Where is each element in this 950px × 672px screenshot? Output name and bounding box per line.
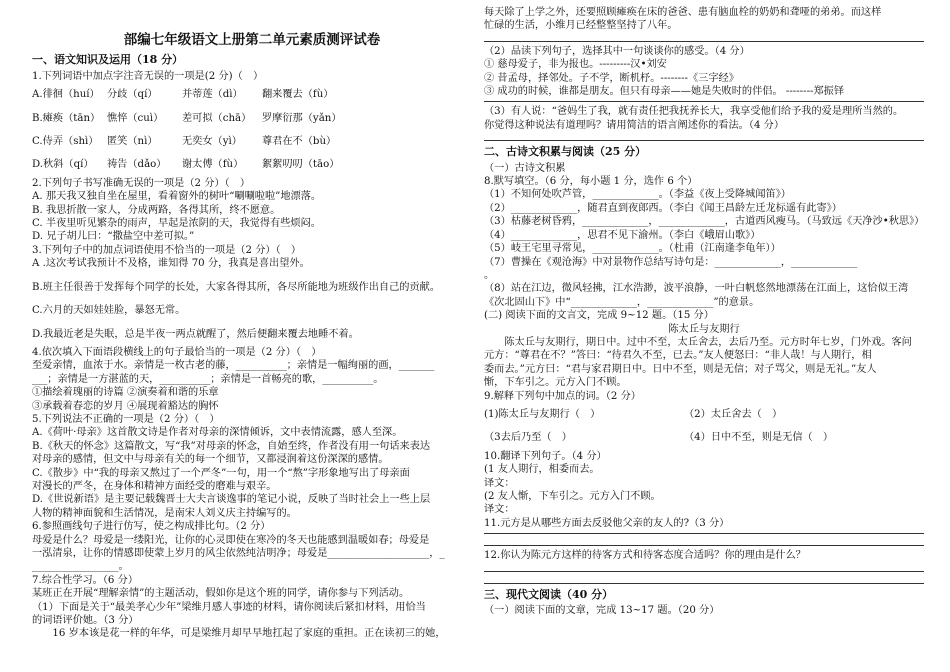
text-line: （3）枯藤老树昏鸦，_____________，_____________，古道西风瘦马。（马致远《天净沙•秋思》）: [484, 216, 924, 228]
text-line: 陈太丘与友期行，期日中。过中不至，太丘舍去，去后乃至。元方时年七岁，门外戏。客问: [484, 336, 912, 348]
question-3-option-a: A .这次考试我预计不及格，谁知得 70 分，我真是喜出望外。: [32, 258, 310, 270]
question-3: 3.下列句子中的加点词语使用不恰当的一项是（2 分）（ ）: [32, 244, 302, 256]
question-2-option-c: C. 半夜里听见繁杂的雨声，早起是浓阴的天，我觉得有些烦闷。: [32, 218, 321, 230]
text-line: 的词语评价她。（3 分）: [32, 615, 139, 627]
answer-line[interactable]: [484, 533, 924, 534]
left-column: [32, 14, 472, 641]
text-line: 元方：“尊君在不？”答曰：“待君久不至，已去。”友人便怒曰：“非人哉！与人期行，相: [484, 350, 872, 362]
question-12: 12.你认为陈元方这样的待客方式和待客态度合适吗？你的理由是什么？: [484, 550, 806, 562]
passage-title: 陈太丘与友期行: [668, 323, 740, 335]
section-2-heading: 二、古诗文积累与阅读（25 分）: [484, 145, 647, 159]
classical-passage: [484, 336, 924, 403]
question-1-options: [32, 88, 472, 172]
text-line: ___；亲情是一方湛蓝的天，__________；亲情是一首畅亮的歌，__________。: [32, 373, 384, 385]
text-line: 惭，下车引之。元方入门不顾。: [484, 377, 627, 389]
question-2-option-b: B. 我思折散一家人，分成两路，各得其所，终不愿意。: [32, 204, 281, 216]
text-line: A.《荷叶·母亲》这首散文诗是作者对母亲的深情倾诉，文中表情流露，感人至深。: [32, 427, 403, 439]
text-line: （8）站在江边，微风轻拂，江水浩渺，波平浪静，一叶白帆悠然地漂荡在江面上，这恰似王湾: [484, 283, 909, 295]
text-line: 5.下列说法不正确的一项是（2 分）（ ）: [32, 413, 220, 425]
section-3-heading: 三、现代文阅读（40 分）: [484, 587, 614, 601]
text-line: ③承载着春恋的岁月 ④展现着豁达的胸怀: [32, 400, 219, 412]
text-line: 忙碌的生活，小维月已经整整坚持了八年。: [484, 20, 678, 32]
quote-1: ① 慈母爱子，非为报也。---------汉•刘安: [484, 59, 667, 71]
text-line: 委而去。”元方曰：“君与家君期日中。日中不至，则是无信；对子骂父，则是无礼。”友人: [484, 363, 877, 375]
text-line: 一泓清泉，让你的情感即使蒙上岁月的风尘依然纯洁明净；母爱是____________________，_: [32, 548, 445, 559]
text-line: 《次北固山下》中“_____________，_____________”的意景。: [484, 296, 760, 308]
text-line: 4.依次填入下面语段横线上的句子最恰当的一项是（2 分）（ ）: [32, 346, 322, 358]
sentence-1: (1 友人期行，相委而去。: [484, 464, 600, 476]
question-9-row: (1)陈太丘与友期行（ ） （2）太丘舍去（ ）: [484, 408, 783, 420]
text-line: 。: [484, 269, 495, 281]
question-3-option-c: C.六月的天如娃娃脸，暴怒无常。: [32, 305, 186, 317]
question-7-3-cont: 你觉得这种说法有道理吗？请用简洁的语言阐述你的看法。（4 分）: [484, 119, 785, 131]
question-2-option-d: D. 兄子胡儿曰：“撒盐空中差可拟。”: [32, 231, 195, 243]
text-line: 16 岁本该是花一样的年华，可是梁维月却早早地扛起了家庭的重担。正在读初三的她，: [32, 628, 446, 640]
question-10-11: [484, 450, 924, 530]
quote-3: ③ 成功的时候，谁都是朋友。但只有母亲——她是失败时的伴侣。 --------郑振铎: [484, 86, 845, 98]
text-line: 某班正在开展“理解亲情”的主题活动，假如你是这个班的同学，请你参与下列活动。: [32, 588, 410, 600]
question-2-line: 2.下列句子书写准确无误的一项是（2 分）（ ）: [32, 177, 251, 189]
question-3-option-b: B.班主任很善于发挥每个同学的长处，大家各得其所，各尽所能地为班级作出自己的贡献。: [32, 281, 441, 293]
question-11: 11.元方是从哪些方面去反驳他父亲的友人的?（3 分）: [484, 517, 730, 529]
answer-line[interactable]: [484, 140, 924, 141]
translation-label: 译文：: [484, 504, 515, 516]
right-column: [484, 6, 924, 617]
text-line: 6.参照画线句子进行仿写，使之构成排比句。（2 分）: [32, 521, 271, 533]
text-line: C.《散步》中“我的母亲又熬过了一个严冬”一句，用一个“熬”字形象地写出了母亲面: [32, 467, 410, 479]
answer-line[interactable]: [484, 41, 924, 42]
text-line: （5）岐王宅里寻常见，_____________。（杜甫（江南逢李龟年））: [484, 243, 781, 255]
question-10: 10.翻译下列句子。（4 分）: [484, 450, 607, 462]
answer-line[interactable]: [484, 101, 924, 102]
question-7-3: （3）有人说：“爸妈生了我，就有责任把我抚养长大，我享受他们给予我的爱是理所当然的。: [484, 106, 904, 118]
text-line: 对母亲的感情，但文中与母亲有关的每一个细节，又都浸润着这份深深的感情。: [32, 454, 389, 466]
text-line: （1）不知何处吹芦管，_____________。（李益《夜上受降城闻笛》）: [484, 189, 791, 201]
quote-2: ② 昔孟母，择邻处。子不学，断机杼。--------《三字经》: [484, 72, 739, 84]
text-line: D.《世说新语》是主要记载魏晋士大夫言谈逸事的笔记小说，反映了当时社会上一些上层: [32, 494, 431, 506]
text-line: 每天除了上学之外，还要照顾瘫痪在床的爸爸、患有脑血栓的奶奶和聋哑的弟弟。而这样: [484, 7, 882, 18]
text-line: 至爱亲情，血浓于水。亲情是一枚古老的藤，__________；亲情是一幅绚丽的画，_______: [32, 360, 435, 372]
text-line: （7）曹操在《观沧海》中对景物作总结写诗句是：_____________，_____________: [484, 256, 858, 268]
question-8: [484, 162, 924, 323]
answer-line[interactable]: [484, 571, 924, 572]
question-3-option-d: D.我最近老是失眠，总是半夜一两点就醒了，然后便翻来覆去地睡不着。: [32, 328, 359, 340]
questions-4-to-7: [32, 346, 472, 641]
option-row: B.瘫痪（tān） 憔悴（cuì） 差可拟（chā） 罗摩衍那（yǎn）: [32, 112, 342, 124]
text-line: （2）_____________，随君直到夜郎西。（李白《闻王昌龄左迁龙标遥有此寄》）: [484, 202, 842, 214]
text-line: （1）下面是关于“最美孝心少年”梁维月感人事迹的材料，请你阅读后紧扣材料，用恰当: [32, 601, 426, 613]
question-13: （一）阅读下面的文章，完成 13~17 题。（20 分）: [484, 605, 720, 617]
question-2-option-a: A. 那天我又独自坐在屋里，看着窗外的树叶“唰唰啦啦”地漂落。: [32, 191, 322, 203]
exam-title: 部编七年级语文上册第二单元素质测评试卷: [123, 32, 381, 48]
option-row: A.徘徊（huí） 分歧（qí） 并蒂莲（dì） 翻来覆去（fù）: [32, 89, 334, 101]
text-line: (二) 阅读下面的文言文，完成 9~12 题。（15 分）: [484, 310, 714, 322]
answer-line[interactable]: [484, 545, 924, 546]
text-line: ①描绘着瑰丽的诗篇 ②演奏着和谐的乐章: [32, 387, 219, 399]
text-line: 母爱是什么？母爱是一缕阳光，让你的心灵即使在寒冷的冬天也能感到温暖如春；母爱是: [32, 534, 430, 546]
text-line: （一）古诗文积累: [484, 162, 566, 174]
option-row: D.秋斜（qí） 祷告（dǎo） 谢太傅（fù） 絮絮叨叨（tāo）: [32, 159, 340, 171]
text-line: 对漫长的严冬，在身体和精神方面经受的磨难与艰辛。: [32, 480, 277, 492]
text-line: （4）_____________，思君不见下渝州。（李白《峨眉山歌》）: [484, 229, 761, 241]
text-line: 8.默写填空。（6 分，每小题 1 分，选作 6 个）: [484, 176, 698, 188]
option-row: C.侍弄（shì） 匿笑（nì） 无奕女（yì） 尊君在不（bù）: [32, 136, 337, 148]
text-line: _________________。: [32, 561, 129, 573]
question-7-2: （2）品读下列句子，选择其中一句谈谈你的感受。（4 分）: [484, 45, 750, 57]
section-1-heading: 一、语文知识及运用（18 分）: [32, 53, 184, 67]
sentence-2: (2 友人惭，下车引之。元方入门不顾。: [484, 491, 661, 502]
text-line: 7.综合性学习。（6 分）: [32, 574, 139, 586]
text-line: 人物的精神面貌和生活情况，是南宋人刘义庆主持编写的。: [32, 507, 297, 519]
question-9: 9.解释下列句中加点的词。（2 分）: [484, 390, 641, 402]
text-line: B.《秋天的怀念》这篇散文，写“我”对母亲的怀念，自始至终，作者没有用一句话来表达: [32, 440, 431, 452]
question-9-row: （3去后乃至（ ） （4）日中不至，则是无信（ ）: [484, 432, 834, 444]
question-1: 1.下列词语中加点字注音无误的一项是(2 分)（ ）: [32, 70, 264, 82]
answer-line[interactable]: [484, 583, 924, 584]
translation-label: 译文：: [484, 477, 515, 489]
